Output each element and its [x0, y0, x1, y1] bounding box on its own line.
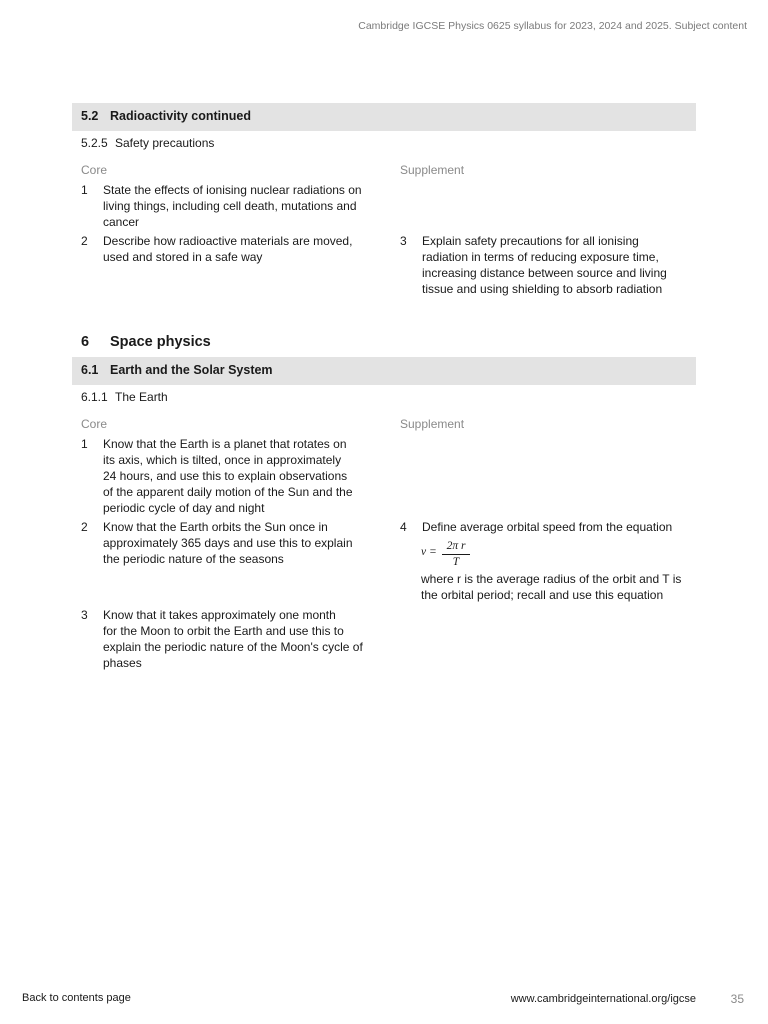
chapter-title: Space physics [110, 334, 211, 350]
core-column-label: Core [81, 417, 108, 431]
section-number: 6.1 [81, 363, 99, 377]
equation-lhs: v = [421, 546, 437, 558]
item-text [422, 519, 672, 535]
page-number: 35 [730, 992, 744, 1006]
website-link[interactable]: www.cambridgeinternational.org/igcse [510, 993, 696, 1005]
item-line: for the Moon to orbit the Earth and use this to [103, 624, 344, 638]
item-text [103, 233, 352, 265]
item-line: tissue and using shielding to absorb radiation [422, 282, 663, 296]
item-number: 2 [81, 234, 88, 248]
chapter-heading-6 [81, 334, 211, 350]
section-band-6-1 [72, 357, 696, 385]
formula-note [421, 571, 696, 603]
note-line: where r is the average radius of the orbit and T is [421, 572, 682, 586]
item-text [103, 519, 353, 567]
item-number: 1 [81, 183, 88, 197]
item-number: 2 [81, 520, 88, 534]
item-line: the periodic nature of the seasons [103, 552, 284, 566]
subsection-heading-5-2-5 [81, 136, 214, 150]
equation-denominator: T [452, 556, 460, 568]
item-line: phases [103, 656, 142, 670]
section-band-5-2 [72, 103, 696, 131]
item-text [422, 233, 667, 297]
item-number: 1 [81, 437, 88, 451]
item-line: Know that it takes approximately one month [103, 608, 336, 622]
item-line: of the apparent daily motion of the Sun and the [103, 485, 353, 499]
item-line: 24 hours, and use this to explain observations [103, 469, 348, 483]
supplement-column-label: Supplement [400, 163, 465, 177]
item-line: Know that the Earth is a planet that rotates on [103, 437, 347, 451]
item-line: approximately 365 days and use this to explain [103, 536, 353, 550]
subsection-number: 6.1.1 [81, 390, 108, 404]
core-column-label: Core [81, 163, 108, 177]
item-text [103, 436, 353, 516]
item-line: used and stored in a safe way [103, 250, 263, 264]
chapter-number: 6 [81, 334, 90, 350]
subsection-title: Safety precautions [115, 136, 215, 150]
note-line: the orbital period; recall and use this equation [421, 588, 664, 602]
item-text [103, 182, 362, 230]
item-line: explain the periodic nature of the Moon's cycle of [103, 640, 363, 654]
item-line: Know that the Earth orbits the Sun once in [103, 520, 328, 534]
item-line: Explain safety precautions for all ionising [422, 234, 639, 248]
back-to-contents-link[interactable]: Back to contents page [22, 992, 131, 1004]
item-number: 4 [400, 520, 407, 534]
item-number: 3 [81, 608, 88, 622]
fraction-bar [442, 554, 470, 555]
section-number: 5.2 [81, 109, 99, 123]
subsection-number: 5.2.5 [81, 136, 108, 150]
item-text [103, 607, 363, 671]
section-title: Earth and the Solar System [110, 363, 273, 377]
equation-fraction [442, 540, 470, 569]
equation-numerator: 2π r [446, 540, 466, 552]
supplement-column-label: Supplement [400, 417, 465, 431]
subsection-heading-6-1-1 [81, 390, 168, 404]
item-line: State the effects of ionising nuclear radiations on [103, 183, 362, 197]
item-line: living things, including cell death, mutations and [103, 199, 357, 213]
item-line: radiation in terms of reducing exposure time, [422, 250, 659, 264]
item-number: 3 [400, 234, 407, 248]
subsection-title: The Earth [115, 390, 168, 404]
item-line: its axis, which is tilted, once in approximately [103, 453, 342, 467]
item-line: cancer [103, 215, 140, 229]
section-title: Radioactivity continued [110, 109, 251, 123]
item-line: Describe how radioactive materials are moved, [103, 234, 353, 248]
item-line: Define average orbital speed from the equation [422, 520, 673, 534]
running-header: Cambridge IGCSE Physics 0625 syllabus for 2023, 2024 and 2025. Subject content [358, 20, 747, 32]
item-line: increasing distance between source and living [422, 266, 667, 280]
item-line: periodic cycle of day and night [103, 501, 265, 515]
